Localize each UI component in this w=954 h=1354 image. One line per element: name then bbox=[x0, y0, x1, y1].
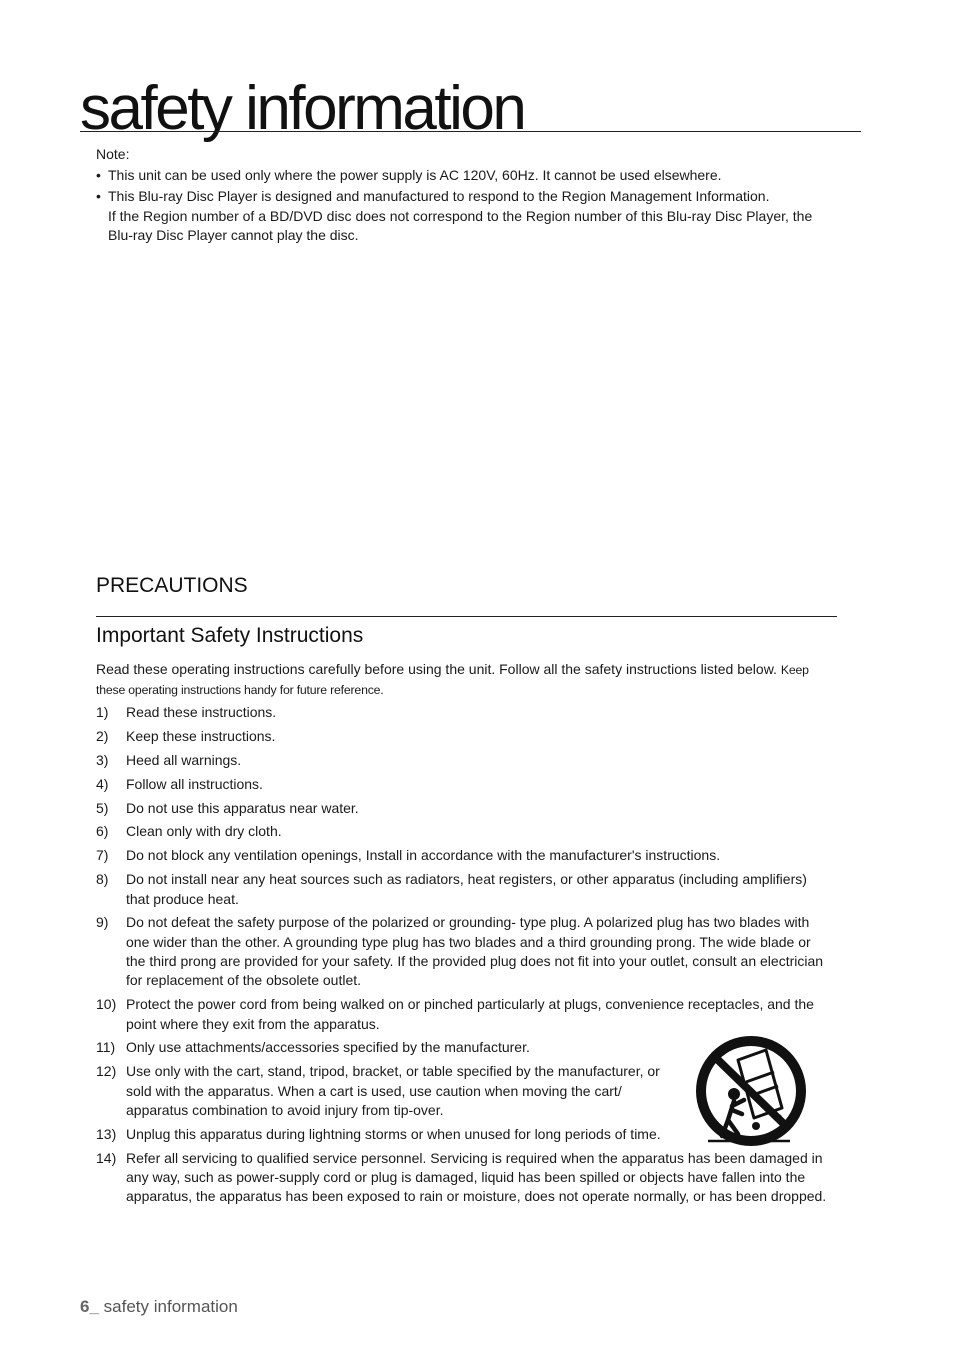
page-footer bbox=[80, 1295, 238, 1319]
instruction-number: 5) bbox=[96, 799, 109, 816]
instruction-text: Only use attachments/accessories specified by the manufacturer. bbox=[126, 1039, 530, 1056]
instruction-text: Do not defeat the safety purpose of the polarized or grounding- type plug. A polarized plug has two blades with one wider than the other. A grounding type plug has two blades and a third grounding prong. The wide blade or the third prong are provided for your safety. If the provided plug does not fit into your outlet, consult an electrician for replacement of the obsolete outlet. bbox=[126, 914, 824, 989]
instruction-item bbox=[96, 913, 831, 990]
intro-paragraph bbox=[96, 660, 831, 700]
instruction-text: Use only with the cart, stand, tripod, bracket, or table specified by the manufacturer, or sold with the apparatus. When a cart is used, use caution when moving the cart/ apparatus combination to avoid injury from tip-over. bbox=[126, 1063, 660, 1118]
note-list bbox=[96, 166, 841, 246]
instruction-number: 8) bbox=[96, 871, 109, 888]
instruction-item bbox=[96, 995, 831, 1034]
instruction-number: 4) bbox=[96, 775, 109, 792]
instruction-number: 1) bbox=[96, 704, 109, 720]
instruction-item bbox=[96, 1149, 831, 1207]
page-title: safety information bbox=[80, 74, 525, 143]
instruction-number: 14) bbox=[96, 1149, 117, 1166]
instruction-item bbox=[96, 1062, 661, 1120]
note-item bbox=[96, 166, 841, 186]
title-divider bbox=[80, 131, 861, 132]
instruction-item bbox=[96, 703, 831, 722]
instruction-item bbox=[96, 870, 831, 909]
instruction-item bbox=[96, 751, 831, 770]
note-item bbox=[96, 187, 841, 246]
instruction-item bbox=[96, 1125, 661, 1144]
instruction-text: Do not install near any heat sources such as radiators, heat registers, or other apparatus (including amplifiers) that produce heat. bbox=[126, 871, 807, 907]
intro-small: Keep these operating instructions handy for future reference. bbox=[96, 663, 809, 697]
page-number: 6_ bbox=[80, 1297, 99, 1316]
instruction-text: Read these instructions. bbox=[126, 704, 277, 720]
bullet-icon: • bbox=[96, 166, 101, 183]
instruction-number: 9) bbox=[96, 914, 109, 931]
footer-section-name: safety information bbox=[103, 1297, 238, 1316]
instruction-text: Protect the power cord from being walked on or pinched particularly at plugs, convenience receptacles, and the point where they exit from the apparatus. bbox=[126, 996, 814, 1032]
section-heading: PRECAUTIONS bbox=[96, 574, 248, 597]
instruction-item bbox=[96, 727, 831, 746]
instruction-number: 7) bbox=[96, 847, 109, 864]
instruction-item bbox=[96, 799, 831, 818]
note-item-text: This unit can be used only where the power supply is AC 120V, 60Hz. It cannot be used elsewhere. bbox=[108, 166, 722, 183]
instruction-text: Keep these instructions. bbox=[126, 727, 276, 744]
instruction-item bbox=[96, 846, 831, 865]
instruction-number: 10) bbox=[96, 996, 117, 1013]
instruction-text: Follow all instructions. bbox=[126, 775, 263, 792]
cart-tip-over-warning-icon bbox=[694, 1034, 808, 1148]
instruction-text: Heed all warnings. bbox=[126, 751, 242, 768]
intro-main: Read these operating instructions carefully before using the unit. Follow all the safety instructions listed below. bbox=[96, 661, 777, 677]
instruction-number: 2) bbox=[96, 727, 109, 744]
note-label: Note: bbox=[96, 146, 130, 162]
instruction-number: 13) bbox=[96, 1125, 117, 1142]
instruction-item bbox=[96, 822, 831, 841]
note-item-continuation: If the Region number of a BD/DVD disc does not correspond to the Region number of this Blu-ray Disc Player, the Blu-ray Disc Player cannot play the disc. bbox=[108, 207, 813, 243]
instruction-text: Do not block any ventilation openings, Install in accordance with the manufacturer's instructions. bbox=[126, 847, 721, 864]
instruction-text: Refer all servicing to qualified service personnel. Servicing is required when the apparatus has been damaged in any way, such as power-supply cord or plug is damaged, liquid has been spilled or objects have fallen into the apparatus, the apparatus has been exposed to rain or moisture, does not operate normally, or has been dropped. bbox=[126, 1149, 827, 1205]
note-block bbox=[96, 145, 841, 248]
instruction-number: 11) bbox=[96, 1039, 116, 1056]
bullet-icon: • bbox=[96, 188, 101, 204]
instruction-number: 12) bbox=[96, 1063, 117, 1080]
instruction-item bbox=[96, 775, 831, 794]
instruction-text: Unplug this apparatus during lightning storms or when unused for long periods of time. bbox=[126, 1125, 661, 1142]
note-item-text: This Blu-ray Disc Player is designed and manufactured to respond to the Region Management Information. bbox=[108, 188, 770, 204]
instruction-text: Do not use this apparatus near water. bbox=[126, 799, 359, 816]
instruction-number: 3) bbox=[96, 751, 109, 768]
instruction-text: Clean only with dry cloth. bbox=[126, 823, 282, 840]
section-divider bbox=[96, 616, 837, 617]
instruction-number: 6) bbox=[96, 823, 109, 840]
sub-heading: Important Safety Instructions bbox=[96, 624, 364, 647]
